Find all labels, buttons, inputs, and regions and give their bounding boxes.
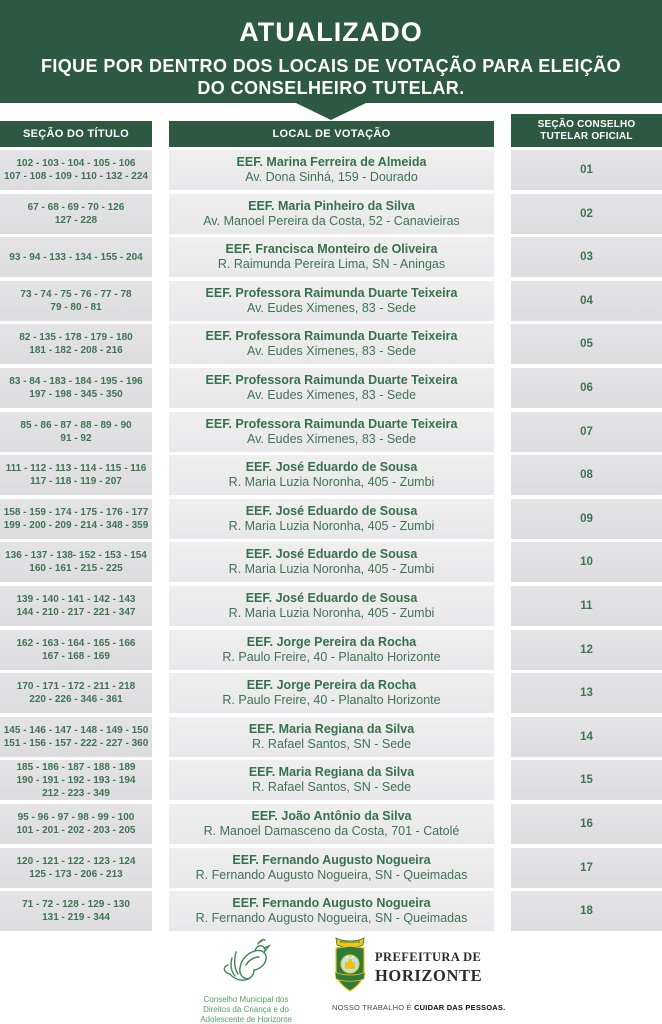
- conselho-oficial-cell: 07: [511, 412, 662, 452]
- table-body: [0, 150, 662, 931]
- local-votacao-cell: [169, 673, 494, 713]
- conselho-oficial-cell: 01: [511, 150, 662, 190]
- local-address: Av. Eudes Ximenes, 83 - Sede: [246, 300, 417, 315]
- local-votacao-cell: [169, 455, 494, 495]
- secao-titulo-cell: 85 - 86 - 87 - 88 - 89 - 90 91 - 92: [0, 412, 152, 452]
- secao-titulo-cell: 120 - 121 - 122 - 123 - 124 125 - 173 - 206 - 213: [0, 848, 152, 888]
- secao-titulo-cell: 83 - 84 - 183 - 184 - 195 - 196 197 - 198 - 345 - 350: [0, 368, 152, 408]
- crest-banner-text: HORIZONTE: [340, 940, 360, 944]
- column-header-label-line1: SEÇÃO CONSELHO: [537, 118, 636, 130]
- dove-hand-logo-icon: [214, 975, 278, 992]
- column-header-local-votacao: [169, 121, 494, 147]
- tagline-bold: CUIDAR DAS PESSOAS.: [414, 1003, 506, 1012]
- local-address: R. Rafael Santos, SN - Sede: [251, 736, 412, 751]
- conselho-oficial-cell: 12: [511, 630, 662, 670]
- local-name: EEF. Professora Raimunda Duarte Teixeira: [205, 329, 458, 344]
- prefeitura-logo-block: [332, 936, 506, 1012]
- local-votacao-cell: [169, 717, 494, 757]
- table-row: [0, 760, 662, 800]
- column-header-label-line2: TUTELAR OFICIAL: [540, 130, 633, 142]
- column-header-label: SEÇÃO DO TÍTULO: [23, 128, 129, 140]
- secao-titulo-cell: 102 - 103 - 104 - 105 - 106 107 - 108 - 109 - 110 - 132 - 224: [0, 150, 152, 190]
- local-address: R. Maria Luzia Noronha, 405 - Zumbi: [228, 518, 435, 533]
- table-row: [0, 368, 662, 408]
- local-name: EEF. Maria Pinheiro da Silva: [248, 198, 415, 213]
- secao-titulo-cell: 170 - 171 - 172 - 211 - 218 220 - 226 - 346 - 361: [0, 673, 152, 713]
- secao-titulo-cell: 95 - 96 - 97 - 98 - 99 - 100 101 - 201 - 202 - 203 - 205: [0, 804, 152, 844]
- local-votacao-cell: [169, 412, 494, 452]
- conselho-oficial-cell: 06: [511, 368, 662, 408]
- local-name: EEF. Professora Raimunda Duarte Teixeira: [205, 285, 458, 300]
- table-row: [0, 499, 662, 539]
- conselho-oficial-cell: 10: [511, 542, 662, 582]
- conselho-oficial-cell: 18: [511, 891, 662, 931]
- table-row: [0, 891, 662, 931]
- secao-titulo-cell: 82 - 135 - 178 - 179 - 180 181 - 182 - 208 - 216: [0, 324, 152, 364]
- conselho-oficial-cell: 14: [511, 717, 662, 757]
- local-address: R. Maria Luzia Noronha, 405 - Zumbi: [228, 605, 435, 620]
- prefeitura-logo-top: [332, 936, 502, 999]
- secao-titulo-cell: 158 - 159 - 174 - 175 - 176 - 177 199 - 200 - 209 - 214 - 348 - 359: [0, 499, 152, 539]
- secao-titulo-cell: 67 - 68 - 69 - 70 - 126 127 - 228: [0, 194, 152, 234]
- conselho-oficial-cell: 04: [511, 281, 662, 321]
- local-votacao-cell: [169, 237, 494, 277]
- wordmark-line2: HORIZONTE: [375, 965, 483, 985]
- local-votacao-cell: [169, 542, 494, 582]
- local-name: EEF. Professora Raimunda Duarte Teixeira: [205, 372, 458, 387]
- table-row: [0, 586, 662, 626]
- council-caption: [168, 995, 324, 1024]
- prefeitura-tagline: [332, 1003, 506, 1012]
- horizonte-crest-icon: [332, 936, 368, 999]
- table-row: [0, 717, 662, 757]
- conselho-oficial-cell: 13: [511, 673, 662, 713]
- local-address: R. Paulo Freire, 40 - Planalto Horizonte: [222, 693, 441, 708]
- local-name: EEF. Maria Regiana da Silva: [248, 721, 415, 736]
- secao-titulo-cell: 93 - 94 - 133 - 134 - 155 - 204: [0, 237, 152, 277]
- local-name: EEF. Jorge Pereira da Rocha: [246, 634, 417, 649]
- conselho-oficial-cell: 16: [511, 804, 662, 844]
- local-votacao-cell: [169, 281, 494, 321]
- local-name: EEF. José Eduardo de Sousa: [245, 547, 418, 562]
- local-address: Av. Eudes Ximenes, 83 - Sede: [246, 344, 417, 359]
- local-votacao-cell: [169, 194, 494, 234]
- page-subtitle-line1: FIQUE POR DENTRO DOS LOCAIS DE VOTAÇÃO PARA ELEIÇÃO: [40, 56, 622, 76]
- table-row: [0, 194, 662, 234]
- page-subtitle-line2: DO CONSELHEIRO TUTELAR.: [197, 78, 465, 98]
- local-address: Av. Eudes Ximenes, 83 - Sede: [246, 387, 417, 402]
- conselho-oficial-cell: 02: [511, 194, 662, 234]
- secao-titulo-cell: 139 - 140 - 141 - 142 - 143 144 - 210 - 217 - 221 - 347: [0, 586, 152, 626]
- table-row: [0, 281, 662, 321]
- local-name: EEF. Francisca Monteiro de Oliveira: [225, 242, 438, 257]
- column-header-conselho-oficial: [511, 114, 662, 147]
- local-votacao-cell: [169, 760, 494, 800]
- table-row: [0, 542, 662, 582]
- secao-titulo-cell: 73 - 74 - 75 - 76 - 77 - 78 79 - 80 - 81: [0, 281, 152, 321]
- table-row: [0, 455, 662, 495]
- local-name: EEF. José Eduardo de Sousa: [245, 503, 418, 518]
- column-header-label: LOCAL DE VOTAÇÃO: [272, 128, 391, 140]
- local-address: Av. Dona Sinhá, 159 - Dourado: [245, 170, 418, 184]
- table-row: [0, 150, 662, 190]
- header-banner: [0, 0, 662, 103]
- council-caption-line3: Adolescente de Horizonte: [200, 1015, 292, 1024]
- secao-titulo-cell: 136 - 137 - 138- 152 - 153 - 154 160 - 161 - 215 - 225: [0, 542, 152, 582]
- local-votacao-cell: [169, 848, 494, 888]
- local-address: R. Paulo Freire, 40 - Planalto Horizonte: [222, 649, 441, 664]
- conselho-oficial-cell: 11: [511, 586, 662, 626]
- table-row: [0, 673, 662, 713]
- local-votacao-cell: [169, 630, 494, 670]
- conselho-oficial-cell: 17: [511, 848, 662, 888]
- secao-titulo-cell: 185 - 186 - 187 - 188 - 189 190 - 191 - 192 - 193 - 194 212 - 223 - 349: [0, 760, 152, 800]
- local-address: R. Maria Luzia Noronha, 405 - Zumbi: [228, 562, 435, 577]
- table-row: [0, 630, 662, 670]
- local-name: EEF. Maria Regiana da Silva: [248, 765, 415, 780]
- local-votacao-cell: [169, 891, 494, 931]
- local-votacao-cell: [169, 150, 494, 190]
- conselho-oficial-cell: 08: [511, 455, 662, 495]
- wordmark-line1: PREFEITURA DE: [375, 949, 482, 964]
- conselho-oficial-cell: 15: [511, 760, 662, 800]
- secao-titulo-cell: 111 - 112 - 113 - 114 - 115 - 116 117 - 118 - 119 - 207: [0, 455, 152, 495]
- table-row: [0, 848, 662, 888]
- local-votacao-cell: [169, 804, 494, 844]
- local-name: EEF. Fernando Augusto Nogueira: [232, 852, 431, 867]
- local-name: EEF. Marina Ferreira de Almeida: [236, 155, 427, 169]
- conselho-oficial-cell: 09: [511, 499, 662, 539]
- council-logo-block: [168, 938, 324, 1024]
- local-votacao-cell: [169, 368, 494, 408]
- column-header-secao-titulo: [0, 121, 152, 147]
- header-notch-pointer: [296, 103, 366, 120]
- local-name: EEF. Fernando Augusto Nogueira: [232, 896, 431, 911]
- local-address: Av. Manoel Pereira da Costa, 52 - Canavieiras: [203, 213, 460, 228]
- tagline-regular: NOSSO TRABALHO É: [332, 1003, 415, 1012]
- council-caption-line1: Conselho Municipal dos: [203, 995, 289, 1004]
- table-row: [0, 804, 662, 844]
- local-address: R. Rafael Santos, SN - Sede: [251, 780, 412, 795]
- local-votacao-cell: [169, 499, 494, 539]
- table-row: [0, 237, 662, 277]
- local-name: EEF. Jorge Pereira da Rocha: [246, 678, 417, 693]
- local-address: R. Manoel Damasceno da Costa, 701 - Catolé: [203, 823, 460, 838]
- local-address: R. Fernando Augusto Nogueira, SN - Queimadas: [195, 867, 468, 882]
- page-title: ATUALIZADO: [239, 17, 423, 47]
- local-votacao-cell: [169, 586, 494, 626]
- local-address: R. Maria Luzia Noronha, 405 - Zumbi: [228, 475, 435, 490]
- local-address: R. Fernando Augusto Nogueira, SN - Queimadas: [195, 911, 468, 926]
- local-address: R. Raimunda Pereira Lima, SN - Aningas: [217, 257, 446, 272]
- conselho-oficial-cell: 03: [511, 237, 662, 277]
- table-row: [0, 412, 662, 452]
- local-address: Av. Eudes Ximenes, 83 - Sede: [246, 431, 417, 446]
- prefeitura-wordmark: [375, 950, 482, 986]
- secao-titulo-cell: 145 - 146 - 147 - 148 - 149 - 150 151 - 156 - 157 - 222 - 227 - 360: [0, 717, 152, 757]
- local-name: EEF. João Antônio da Silva: [251, 808, 412, 823]
- secao-titulo-cell: 162 - 163 - 164 - 165 - 166 167 - 168 - 169: [0, 630, 152, 670]
- council-caption-line2: Direitos da Criança e do: [203, 1005, 289, 1014]
- conselho-oficial-cell: 05: [511, 324, 662, 364]
- table-row: [0, 324, 662, 364]
- local-name: EEF. José Eduardo de Sousa: [245, 590, 418, 605]
- local-name: EEF. José Eduardo de Sousa: [245, 460, 418, 475]
- secao-titulo-cell: 71 - 72 - 128 - 129 - 130 131 - 219 - 344: [0, 891, 152, 931]
- local-votacao-cell: [169, 324, 494, 364]
- footer: [0, 936, 662, 1024]
- local-name: EEF. Professora Raimunda Duarte Teixeira: [205, 416, 458, 431]
